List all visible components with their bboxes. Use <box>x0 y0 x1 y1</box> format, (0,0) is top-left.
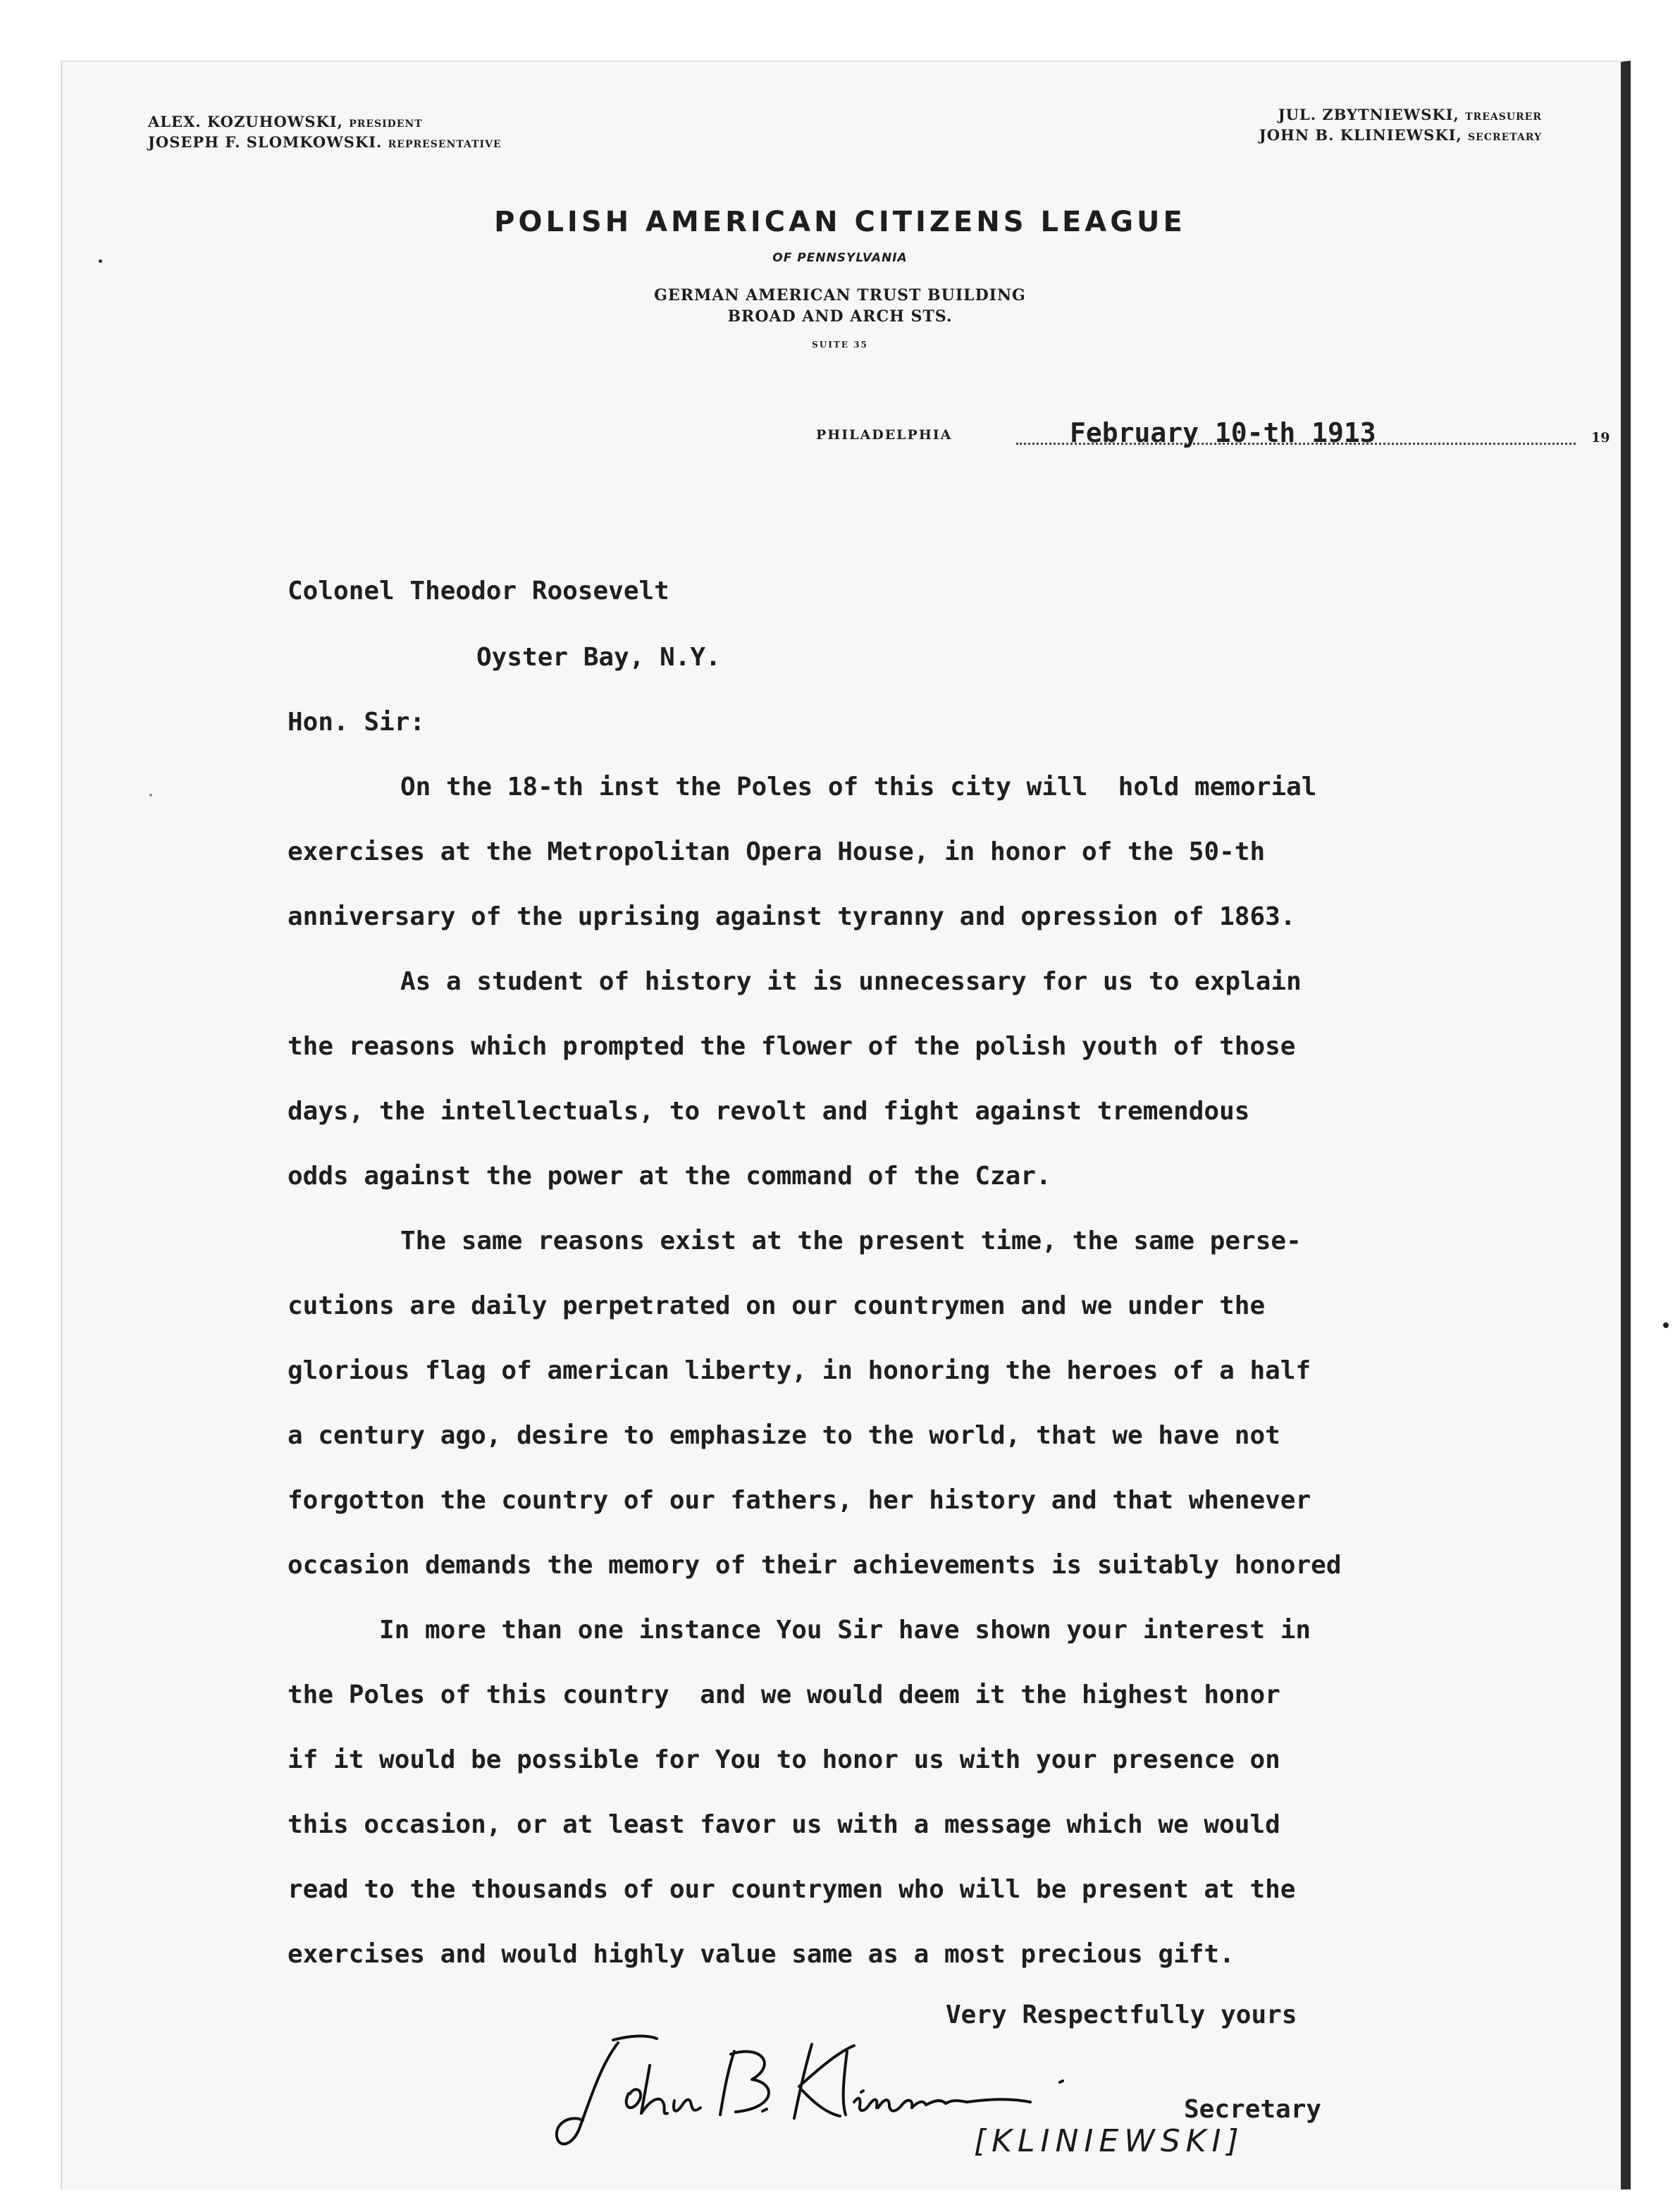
body-line: exercises and would highly value same as a most precious gift. <box>288 1940 1235 1969</box>
officer-president: ALEX. KOZUHOWSKI, PRESIDENT <box>148 113 423 130</box>
officers-right <box>1259 106 1542 147</box>
salutation: Hon. Sir: <box>288 708 426 737</box>
body-line: the reasons which prompted the flower of the polish youth of those <box>288 1032 1296 1061</box>
recipient-location: Oyster Bay, N.Y. <box>476 643 721 672</box>
handwritten-name-annotation: [KLINIEWSKI] <box>974 2123 1244 2159</box>
body-line: read to the thousands of our countrymen who will be present at the <box>288 1875 1296 1904</box>
body-line: a century ago, desire to emphasize to the world, that we have not <box>288 1421 1280 1450</box>
dateline-year-suffix: 19 <box>1591 430 1610 446</box>
paper-speck <box>1663 1322 1669 1328</box>
address-line-1: GERMAN AMERICAN TRUST BUILDING <box>654 286 1026 305</box>
body-line: the Poles of this country and we would deem it the highest honor <box>288 1680 1280 1709</box>
officer-treasurer: JUL. ZBYTNIEWSKI, TREASURER <box>1278 106 1542 123</box>
organization-state: OF PENNSYLVANIA <box>772 251 908 265</box>
body-line: this occasion, or at least favor us with a message which we would <box>288 1810 1280 1839</box>
officer-secretary: JOHN B. KLINIEWSKI, SECRETARY <box>1259 126 1542 144</box>
paper-speck <box>99 259 102 263</box>
body-line: if it would be possible for You to honor us with your presence on <box>288 1745 1280 1774</box>
body-line: As a student of history it is unnecessary for us to explain <box>400 967 1302 996</box>
body-line: glorious flag of american liberty, in honoring the heroes of a half <box>288 1356 1311 1385</box>
suite-number: SUITE 35 <box>812 340 868 350</box>
recipient-name: Colonel Theodor Roosevelt <box>288 577 669 606</box>
closing: Very Respectfully yours <box>946 2001 1297 2029</box>
body-line: On the 18-th inst the Poles of this city will hold memorial <box>400 773 1317 801</box>
dateline-city: PHILADELPHIA <box>816 427 953 443</box>
officers-left <box>148 113 502 154</box>
body-line: anniversary of the uprising against tyranny and opression of 1863. <box>288 902 1296 931</box>
body-line: odds against the power at the command of the Czar. <box>288 1162 1051 1191</box>
dateline <box>816 417 1610 453</box>
signer-title: Secretary <box>1184 2095 1322 2124</box>
body-line: occasion demands the memory of their achievements is suitably honored <box>288 1551 1342 1580</box>
paper-speck <box>149 794 152 797</box>
body-line: exercises at the Metropolitan Opera House, in honor of the 50-th <box>288 837 1266 866</box>
officer-representative: JOSEPH F. SLOMKOWSKI. REPRESENTATIVE <box>148 133 502 151</box>
address-line-2: BROAD AND ARCH STS. <box>727 307 953 326</box>
body-line: cutions are daily perpetrated on our countrymen and we under the <box>288 1291 1266 1320</box>
body-line: The same reasons exist at the present time, the same perse- <box>400 1227 1302 1255</box>
body-line: In more than one instance You Sir have shown your interest in <box>379 1616 1311 1645</box>
body-line: forgotton the country of our fathers, her history and that whenever <box>288 1486 1311 1515</box>
letter-date: February 10-th 1913 <box>1070 417 1376 448</box>
body-line: days, the intellectuals, to revolt and fight against tremendous <box>288 1097 1250 1126</box>
organization-name: POLISH AMERICAN CITIZENS LEAGUE <box>494 206 1186 238</box>
